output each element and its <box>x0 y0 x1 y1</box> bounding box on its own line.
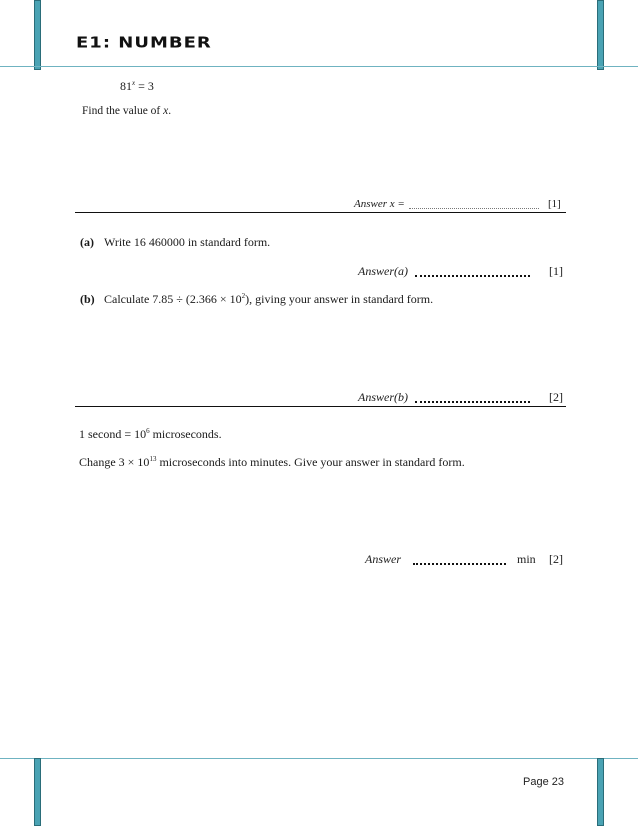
q1-equation-exponent: x <box>132 79 136 87</box>
q2-answer-a-label: Answer(a) <box>358 264 408 278</box>
q3-prompt-exponent: 13 <box>149 455 157 463</box>
q3-fact-post: microseconds. <box>149 427 222 441</box>
q3-prompt-pre: Change 3 × 10 <box>79 455 150 469</box>
q1-equation-rest: = 3 <box>135 79 154 93</box>
left-bottom-sidebar-bar <box>34 758 41 826</box>
q3-fact-pre: 1 second = 10 <box>79 427 147 441</box>
right-bottom-sidebar-bar <box>597 758 604 826</box>
q2-part-b-pre: Calculate 7.85 ÷ (2.366 × 10 <box>104 292 242 306</box>
q1-prompt <box>82 105 171 117</box>
q1-marks: [1] <box>548 198 561 210</box>
q1-answer-label: Answer x = <box>354 198 405 210</box>
q1-answer-line[interactable] <box>409 208 539 209</box>
q1-prompt-var: x <box>163 105 169 117</box>
footer-divider <box>0 758 638 759</box>
q1-prompt-pre: Find the value of <box>82 105 164 117</box>
q2-separator <box>75 406 566 407</box>
q3-answer-label: Answer <box>365 552 401 566</box>
q2-answer-b-line[interactable] <box>415 401 530 403</box>
q2-marks-b: [2] <box>549 390 563 404</box>
q1-equation <box>120 79 154 94</box>
q3-prompt <box>79 455 465 470</box>
q3-fact <box>79 427 222 442</box>
q2-part-b-exponent: 2 <box>241 292 246 300</box>
q2-answer-a-line[interactable] <box>415 275 530 277</box>
q2-part-a-label: (a) <box>80 235 94 249</box>
q3-fact-exponent: 6 <box>146 427 150 435</box>
right-top-sidebar-bar <box>597 0 604 70</box>
q2-answer-b-label: Answer(b) <box>358 390 408 404</box>
q3-answer-line[interactable] <box>413 563 506 565</box>
header-divider <box>0 66 638 67</box>
q1-equation-base: 81 <box>120 79 132 93</box>
q1-separator <box>75 212 566 213</box>
left-top-sidebar-bar <box>34 0 41 70</box>
q2-part-b-post: ), giving your answer in standard form. <box>245 292 434 306</box>
q2-part-b-label: (b) <box>80 292 95 306</box>
q3-marks: [2] <box>549 552 563 566</box>
q3-unit: min <box>517 552 536 566</box>
q3-prompt-post: microseconds into minutes. Give your answer in standard form. <box>156 455 465 469</box>
q2-marks-a: [1] <box>549 264 563 278</box>
page-number: Page 23 <box>523 776 564 788</box>
q2-part-a-text: Write 16 460000 in standard form. <box>104 235 271 249</box>
q2-part-b-text <box>104 292 433 307</box>
q1-prompt-post: . <box>168 105 172 117</box>
page-title: E1: NUMBER <box>76 34 212 52</box>
